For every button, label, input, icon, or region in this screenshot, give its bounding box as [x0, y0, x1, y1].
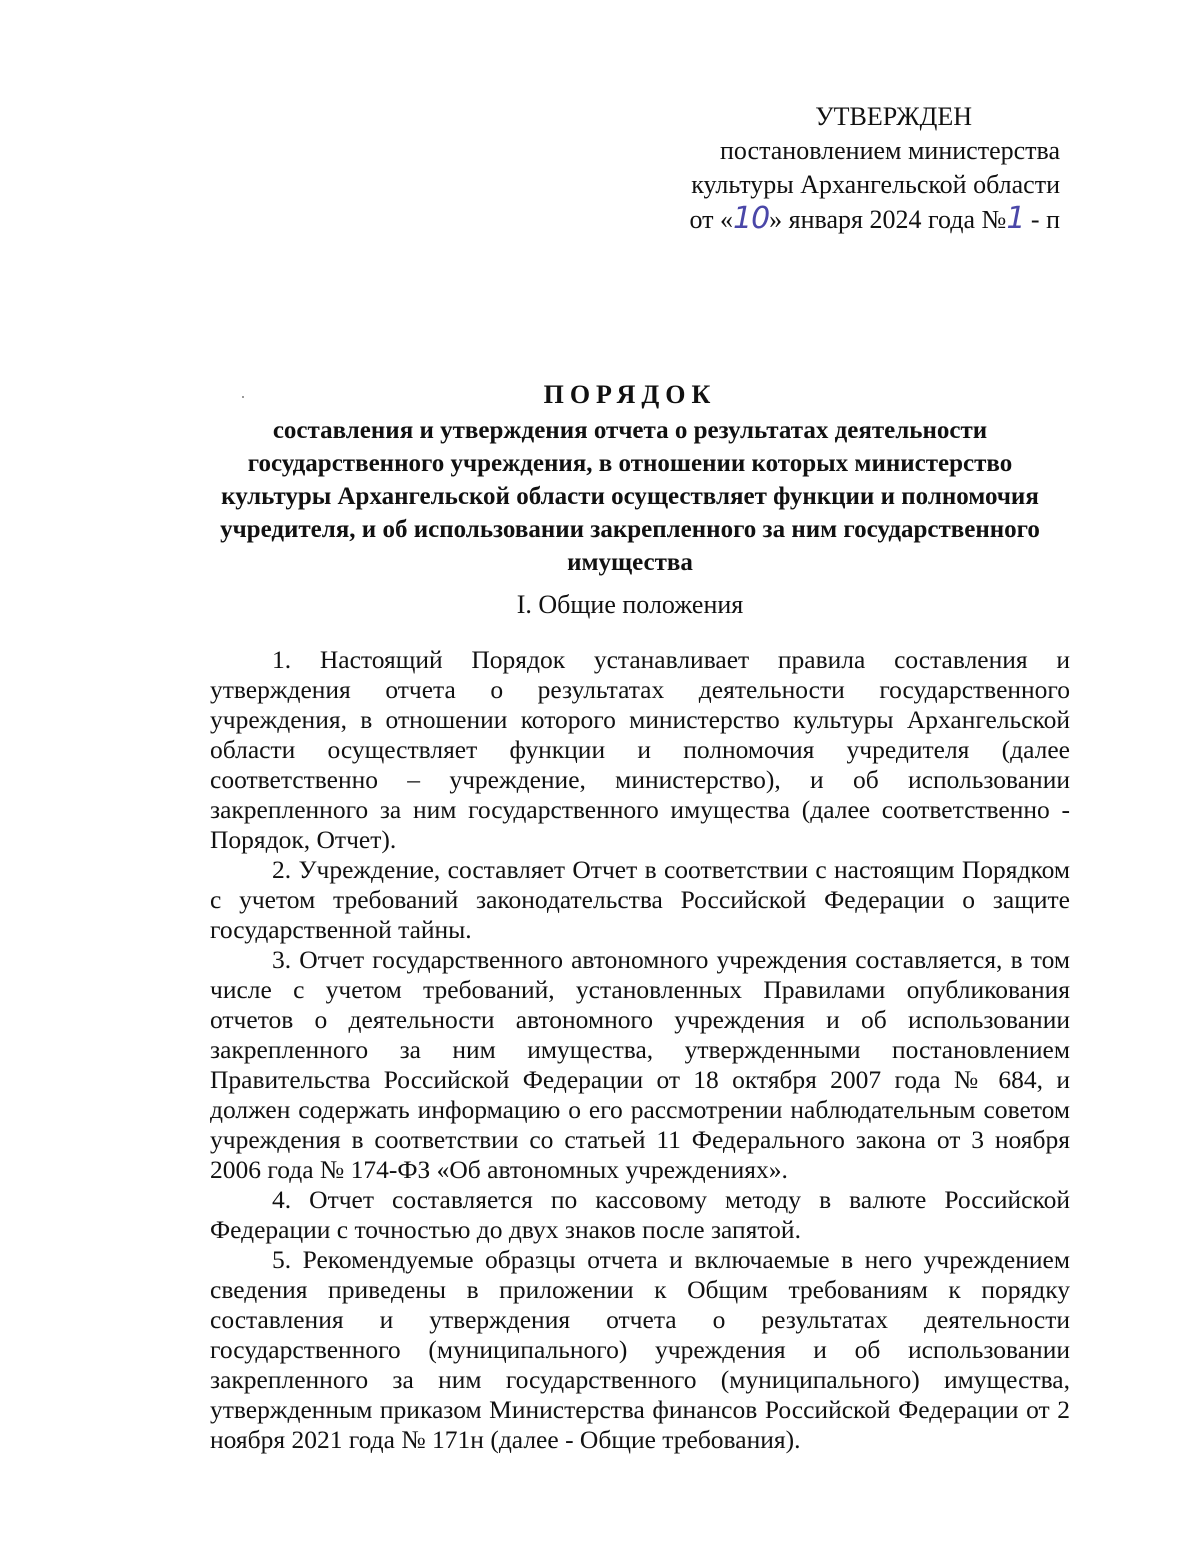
document-subtitle: составления и утверждения отчета о результатах деятельности государственного учреждения, в отношении которых министерство культуры Архангельской области осуществляет функции и полномочия учредителя, и об использовании закрепленного за ним государственного имущества	[220, 417, 1040, 576]
section-heading: I. Общие положения	[516, 590, 744, 619]
document-title-block	[200, 378, 1060, 579]
handwritten-day: 10	[732, 201, 770, 236]
date-prefix: от «	[689, 205, 733, 234]
approval-line-1: постановлением министерства	[719, 136, 1060, 165]
handwritten-number: 1	[1006, 201, 1025, 236]
date-middle: » января 2024 года №	[769, 205, 1007, 234]
paragraph-3: 3. Отчет государственного автономного учреждения составляется, в том числе с учетом требований, установленных Правилами опубликования отчетов о деятельности автономного учреждения и об использовании закрепленного за ним имущества, утвержденными постановлением Правительства Российской Федерации от 18 октября 2007 года № 684, и должен содержать информацию о его рассмотрении наблюдательным советом учреждения в соответствии со статьей 11 Федерального закона от 3 ноября 2006 года № 174-ФЗ «Об автономных учреждениях».	[210, 945, 1070, 1184]
paragraph-2: 2. Учреждение, составляет Отчет в соответствии с настоящим Порядком с учетом требований законодательства Российской Федерации о защите государственной тайны.	[210, 855, 1070, 944]
document-body	[210, 645, 1070, 1455]
date-suffix: - п	[1024, 205, 1060, 234]
approval-line-2: культуры Архангельской области	[691, 170, 1060, 199]
approval-heading: УТВЕРЖДЕН	[815, 102, 972, 131]
document-title: ПОРЯДОК	[543, 380, 717, 409]
approval-stamp-block	[640, 100, 1060, 237]
approval-date-line	[640, 202, 1060, 237]
paragraph-1: 1. Настоящий Порядок устанавливает правила составления и утверждения отчета о результатах деятельности государственного учреждения, в отношении которого министерство культуры Архангельской области осуществляет функции и полномочия учредителя (далее соответственно – учреждение, министерство), и об использовании закрепленного за ним государственного имущества (далее соответственно - Порядок, Отчет).	[210, 645, 1070, 854]
paragraph-4: 4. Отчет составляется по кассовому методу в валюте Российской Федерации с точностью до двух знаков после запятой.	[210, 1185, 1070, 1244]
paragraph-5: 5. Рекомендуемые образцы отчета и включаемые в него учреждением сведения приведены в приложении к Общим требованиям к порядку составления и утверждения отчета о результатах деятельности государственного (муниципального) учреждения и об использовании закрепленного за ним государственного (муниципального) имущества, утвержденным приказом Министерства финансов Российской Федерации от 2 ноября 2021 года № 171н (далее - Общие требования).	[210, 1245, 1070, 1454]
